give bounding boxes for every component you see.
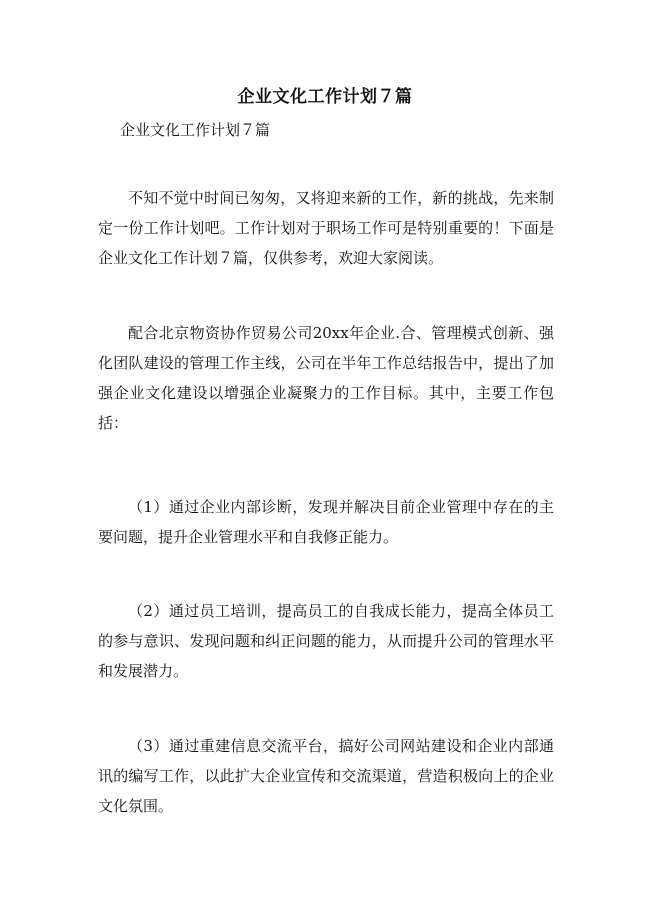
list-item-paragraph: （3）通过重建信息交流平台，搞好公司网站建设和企业内部通讯的编写工作，以此扩大企业宣传和交流渠道，营造积极向上的企业文化氛围。 (98, 737, 554, 815)
document-title: 企业文化工作计划７篇 (237, 87, 413, 107)
intro-paragraph: 不知不觉中时间已匆匆，又将迎来新的工作，新的挑战，先来制定一份工作计划吧。工作计划对于职场工作可是特别重要的！下面是企业文化工作计划７篇，仅供参考，欢迎大家阅读。 (98, 189, 554, 267)
body-paragraph: 配合北京物资协作贸易公司20xx年企业.合、管理模式创新、强化团队建设的管理工作主线，公司在半年工作总结报告中，提出了加强企业文化建设以增强企业凝聚力的工作目标。其中，主要工作包括： (98, 324, 554, 432)
list-item-paragraph: （2）通过员工培训，提高员工的自我成长能力，提高全体员工的参与意识、发现问题和纠正问题的能力，从而提升公司的管理水平和发展潜力。 (98, 602, 554, 680)
document-subtitle: 企业文化工作计划７篇 (120, 121, 271, 139)
list-item-paragraph: （1）通过企业内部诊断，发现并解决目前企业管理中存在的主要问题，提升企业管理水平和自我修正能力。 (98, 498, 554, 546)
